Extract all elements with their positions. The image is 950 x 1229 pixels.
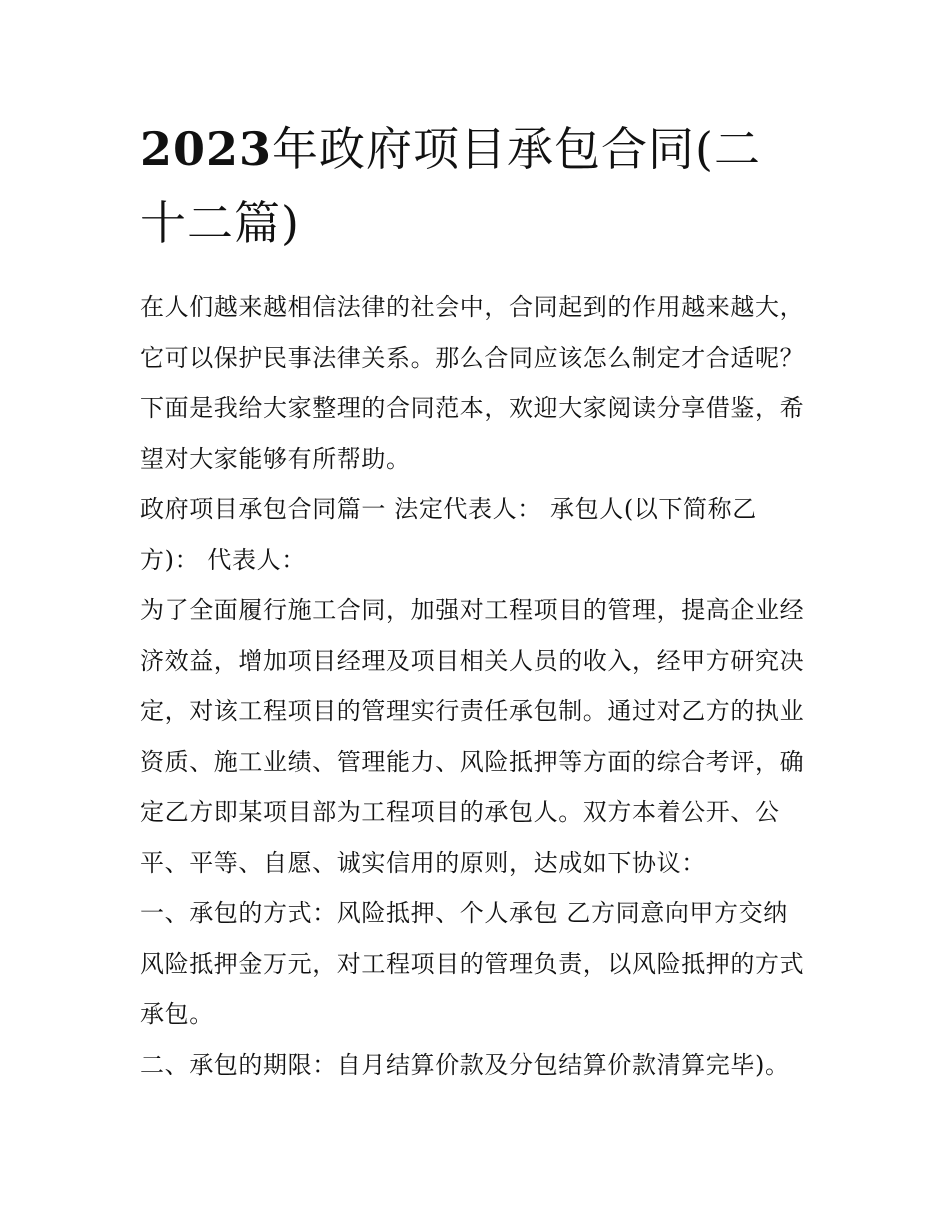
body-line: 方)： 代表人： <box>140 545 306 574</box>
title-line1-rest: 年政府项目承包合同(二 <box>272 122 761 176</box>
body-line: 承包。 <box>140 1000 214 1028</box>
body-line: 风险抵押金万元，对工程项目的管理负责，以风险抵押的方式 <box>140 949 805 978</box>
body-line: 下面是我给大家整理的合同范本，欢迎大家阅读分享借鉴，希 <box>140 394 805 422</box>
body-line: 定乙方即某项目部为工程项目的承包人。双方本着公开、公 <box>140 798 780 826</box>
body-line: 政府项目承包合同篇一 法定代表人： 承包人(以下简称乙 <box>140 495 757 523</box>
title-year: 2023 <box>140 122 273 176</box>
document-body <box>140 282 820 1090</box>
body-line: 一、承包的方式：风险抵押、个人承包 乙方同意向甲方交纳 <box>140 899 788 927</box>
title-line2: 十二篇) <box>140 196 300 250</box>
body-line: 二、承包的期限：自月结算价款及分包结算价款清算完毕)。 <box>140 1050 790 1079</box>
body-line: 望对大家能够有所帮助。 <box>140 444 411 473</box>
body-line: 平、平等、自愿、诚实信用的原则，达成如下协议： <box>140 848 706 877</box>
body-line: 它可以保护民事法律关系。那么合同应该怎么制定才合适呢？ <box>140 343 805 372</box>
body-line: 资质、施工业绩、管理能力、风险抵押等方面的综合考评，确 <box>140 747 805 776</box>
body-line: 定，对该工程项目的管理实行责任承包制。通过对乙方的执业 <box>140 697 805 725</box>
body-line: 济效益，增加项目经理及项目相关人员的收入，经甲方研究决 <box>140 646 805 675</box>
body-line: 在人们越来越相信法律的社会中，合同起到的作用越来越大， <box>140 293 805 321</box>
body-line: 为了全面履行施工合同，加强对工程项目的管理，提高企业经 <box>140 596 805 624</box>
document-title <box>140 112 820 260</box>
